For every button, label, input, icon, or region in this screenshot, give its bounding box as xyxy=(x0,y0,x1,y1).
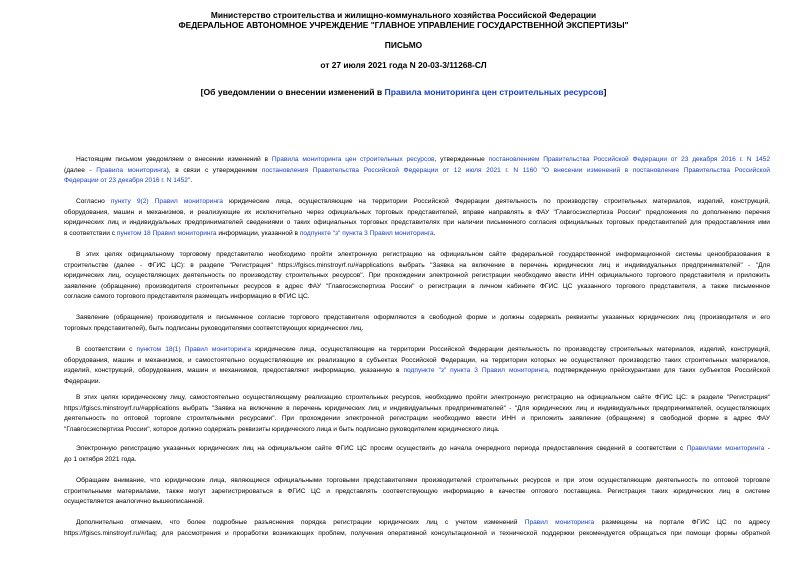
paragraph xyxy=(64,476,770,508)
document-subject xyxy=(0,87,807,98)
text-span: , подтвержденную прейскурантами для таких субъектов Российской xyxy=(548,367,770,375)
text-line xyxy=(64,250,770,261)
document-link[interactable]: пункту 9(2) Правил мониторинга xyxy=(110,198,223,205)
text-span: Дополнительно отмечаем, что более подробные разъяснения порядка регистрации юридических лиц с учетом изменений xyxy=(76,519,525,526)
document-link[interactable]: пунктом 18(1) Правил мониторинга xyxy=(136,346,251,353)
text-span: согласие самого торгового представителя размещать информацию в ФГИС ЦС. xyxy=(64,293,310,301)
text-span: оборудования, машин и механизмов, и самостоятельно осуществляющие их реализацию в субъектах Российской Федерации, на территории которых не осуществляют производство таких строительных материалов, xyxy=(64,356,770,364)
paragraph xyxy=(64,393,770,435)
text-line xyxy=(64,529,770,540)
text-span: Настоящим письмом уведомляем о внесении изменений в xyxy=(76,156,272,163)
text-span: В этих целях официальному торговому представителю необходимо пройти электронную регистрацию на официальном сайте федеральной государственной информационной системы ценообразования в xyxy=(76,251,770,258)
text-line xyxy=(64,404,770,415)
subject-suffix: ] xyxy=(603,87,607,97)
document-link[interactable]: подпункте "з" пункта 3 Правил мониторинга xyxy=(299,229,434,237)
text-span: ), в связи с утверждением xyxy=(166,166,262,174)
text-line xyxy=(64,444,770,455)
paragraph xyxy=(64,250,770,303)
text-line xyxy=(64,487,770,498)
text-span: оборудования, машин и механизмов, и реализующие их исключительно через официальных торговых представителей, вправе направлять в ФАУ "Главгосэкспертиза России" предложения по дополнению перечня xyxy=(64,208,770,216)
text-span: юридических лиц и индивидуальных предпринимателей сведениями о таких официальных торговых представителях при наличии письменного согласия официальных торговых представителей для предоставления ими xyxy=(64,219,770,227)
text-line xyxy=(64,497,770,508)
text-span: . xyxy=(433,229,436,237)
text-line xyxy=(64,455,770,466)
text-line xyxy=(64,377,770,388)
text-line xyxy=(64,476,770,487)
text-line xyxy=(64,313,770,324)
text-span: до 1 октября 2021 года. xyxy=(64,455,137,463)
text-span: изделий, конструкций, оборудования, машин и механизмов, предоставляют информацию, указанную в xyxy=(64,367,404,375)
ministry-name: Министерство строительства и жилищно-коммунального хозяйства Российской Федерации xyxy=(210,10,597,20)
paragraph xyxy=(64,518,770,539)
paragraph xyxy=(64,444,770,465)
document-link[interactable]: постановления Правительства Российской Федерации от 12 июля 2021 г. N 1160 "О внесении изменений в постановление Правительства Российской xyxy=(261,166,770,174)
text-span: (далее - xyxy=(64,166,97,174)
document-link[interactable]: подпункте "з" пункта 3 Правил мониторинга xyxy=(403,367,549,375)
document-link[interactable]: постановлением Правительства Российской Федерации от 23 декабря 2016 г. N 1452 xyxy=(488,156,770,163)
text-span: Обращаем внимание, что юридические лица, являющиеся официальными торговыми представителями производителей строительных ресурсов и при этом осуществляющие деятельность по оптовой торговле xyxy=(76,477,770,484)
text-span: юридические лица, осуществляющие на территории Российской Федерации деятельность по производству строительных материалов, изделий, конструкций, xyxy=(222,198,770,205)
text-span: размещены на портале ФГИС ЦС по адресу xyxy=(594,519,770,526)
paragraph xyxy=(64,155,770,187)
text-span: строительными материалами, также могут зарегистрироваться в ФГИС ЦС и представлять соответствующую информацию в качестве оптового поставщика. Регистрация таких юридических лиц в системе xyxy=(64,487,770,495)
text-span: осуществляется аналогично вышеописанной. xyxy=(64,498,205,506)
text-span: строительстве (далее - ФГИС ЦС): в разделе "Регистрация" https://fgiscs.minstroyrf.ru/#applications выбрать "Заявка на включение в перечень юридических лиц и индивидуальных предпринимателей" - "Для xyxy=(64,261,770,269)
text-line xyxy=(64,176,770,187)
text-line xyxy=(64,292,770,303)
text-span: Заявление (обращение) производителя и письменное согласие торгового представителя оформляются в свободной форме и должны содержать реквизиты указанных юридических лиц (производителя и его xyxy=(76,314,770,321)
document-link[interactable]: Федерации от 23 декабря 2016 г. N 1452" xyxy=(64,177,191,185)
text-span: В соответствии с xyxy=(76,346,137,353)
paragraph xyxy=(64,197,770,239)
text-span: https://fgiscs.minstroyrf.ru/#/faq; для рассмотрения и проработки возникающих проблем, получения оперативной консультационной и технической поддержки рекомендуется обращаться при помощи формы обратной xyxy=(64,529,770,537)
paragraph xyxy=(64,313,770,334)
text-span: информации, указанной в xyxy=(216,229,300,237)
text-line xyxy=(64,366,770,377)
agency-name: ФЕДЕРАЛЬНОЕ АВТОНОМНОЕ УЧРЕЖДЕНИЕ "ГЛАВНОЕ УПРАВЛЕНИЕ ГОСУДАРСТВЕННОЙ ЭКСПЕРТИЗЫ" xyxy=(178,20,629,30)
text-line xyxy=(64,414,770,425)
document-link[interactable]: пунктом 18 Правил мониторинга xyxy=(116,229,217,237)
text-span: Согласно xyxy=(76,198,111,205)
text-line xyxy=(64,197,770,208)
text-line xyxy=(64,208,770,219)
text-line xyxy=(64,345,770,356)
text-line xyxy=(64,218,770,229)
text-span: юридические лица, осуществляющие на территории Российской Федерации деятельность по производству строительных материалов, изделий, конструкций, xyxy=(250,346,770,353)
text-line xyxy=(64,271,770,282)
text-span: в соответствии с xyxy=(64,229,117,237)
text-line xyxy=(64,425,770,436)
document-number: от 27 июля 2021 года N 20-03-3/11268-СЛ xyxy=(320,60,487,70)
document-link[interactable]: Правила мониторинга цен строительных ресурсов xyxy=(271,156,435,163)
text-line xyxy=(64,166,770,177)
text-line xyxy=(64,282,770,293)
text-span: заявление (обращение) производителя строительных ресурсов в адрес ФАУ "Главгосэкспертиза России" о регистрации в личном кабинете ФГИС ЦС указанного торгового представителя, а также письменное xyxy=(64,282,770,290)
text-span: Электронную регистрацию указанных юридических лиц на официальном сайте ФГИС ЦС просим осуществить до начала очередного периода предоставления сведений в соответствии с xyxy=(76,445,687,452)
subject-prefix: [Об уведомлении о внесении изменений в xyxy=(200,87,385,97)
text-line xyxy=(64,324,770,335)
paragraph xyxy=(64,345,770,387)
document-link[interactable]: Правилами мониторинга xyxy=(686,445,765,452)
text-span: деятельность по оптовой торговле строительными ресурсами". При прохождении электронной регистрации необходимо ввести ИНН и приложить заявление (обращение) в свободной форме в адрес ФАУ xyxy=(64,415,770,423)
text-span: юридических лиц, осуществляющих деятельность по производству строительных ресурсов". При прохождении электронной регистрации необходимо ввести ИНН официального торгового представителя и приложить xyxy=(64,272,770,280)
document-type: ПИСЬМО xyxy=(384,40,423,50)
document-link[interactable]: Правил мониторинга xyxy=(524,519,595,526)
text-line xyxy=(64,155,770,166)
text-span: . xyxy=(190,177,193,185)
text-span: "Главгосэкспертиза России", которое должно содержать реквизиты юридического лица и быть подписано руководителем юридического лица. xyxy=(64,425,500,433)
text-span: торговых представителей), быть подписаны руководителями соответствующих юридических лиц. xyxy=(64,324,364,332)
text-line xyxy=(64,356,770,367)
text-span: Федерации. xyxy=(64,377,101,385)
subject-link[interactable]: Правила мониторинга цен строительных ресурсов xyxy=(384,87,604,97)
text-line xyxy=(64,518,770,529)
text-span: В этих целях юридическому лицу, самостоятельно осуществляющему реализацию строительных ресурсов, необходимо пройти электронную регистрацию на официальном сайте ФГИС ЦС: в разделе "Регистрация" xyxy=(76,394,770,401)
text-span: - xyxy=(764,445,770,452)
text-line xyxy=(64,393,770,404)
text-line xyxy=(64,261,770,272)
text-span: https://fgiscs.minstroyrf.ru/#applications выбрать "Заявка на включение в перечень юридических лиц и индивидуальных предпринимателей" - "Для юридических лиц и индивидуальных предпринимателей, осуществляющих xyxy=(64,404,770,412)
document-link[interactable]: Правила мониторинга xyxy=(96,166,167,174)
text-line xyxy=(64,229,770,240)
text-span: , утвержденные xyxy=(434,156,489,163)
